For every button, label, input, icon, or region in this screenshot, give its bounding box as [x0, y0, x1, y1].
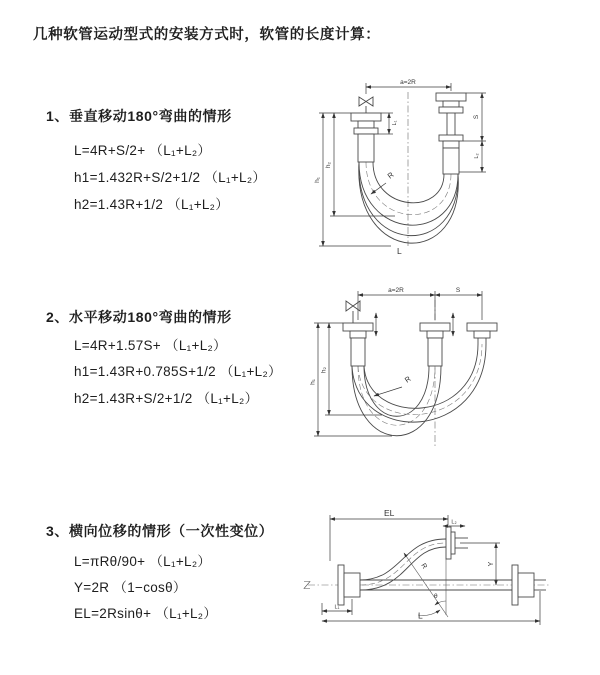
d1-fitting-right-label: L₂ — [474, 153, 480, 159]
section-1-heading: 1、垂直移动180°弯曲的情形 — [46, 108, 232, 124]
d3-length-label: L — [418, 610, 423, 621]
formula-line: Y=2R （1−cosθ） — [74, 580, 187, 595]
d1-length-label: L — [397, 246, 402, 256]
flange — [343, 323, 373, 331]
flange — [467, 323, 497, 331]
fitting-neck — [474, 331, 490, 338]
flange — [351, 113, 381, 121]
section-3-heading: 3、横向位移的情形（一次性变位） — [46, 523, 274, 539]
flange — [439, 107, 463, 113]
fitting-body — [344, 573, 360, 597]
d2-height-outer-label: h₁ — [309, 379, 317, 385]
fitting-neck — [427, 331, 443, 338]
flange — [354, 128, 378, 134]
braided-hose-end — [443, 148, 459, 174]
braided-hose-end — [351, 338, 365, 366]
diagram-lateral-displacement — [300, 503, 600, 671]
flange — [446, 527, 451, 559]
diagram-vertical-180-bend — [303, 70, 593, 260]
formula-line: L=πRθ/90+ （L₁+L₂） — [74, 554, 212, 569]
d3-y-dim-label: Y — [488, 561, 495, 567]
hose-curve — [373, 162, 444, 203]
section-2-heading: 2、水平移动180°弯曲的情形 — [46, 309, 232, 325]
d3-fitting-left-label: L₁ — [334, 604, 340, 611]
formula-line: h2=1.43R+1/2 （L₁+L₂） — [74, 197, 230, 212]
d1-fitting-left-label: L₁ — [392, 120, 398, 126]
fitting-neck — [443, 141, 459, 148]
hose-curve — [364, 344, 478, 408]
flange — [338, 565, 344, 605]
flange — [439, 135, 463, 141]
hose-curve — [360, 539, 446, 580]
d3-radius-label: R — [419, 562, 428, 571]
diagram-horizontal-180-bend — [300, 280, 600, 460]
d2-stroke-dim-label: S — [455, 287, 461, 294]
fitting-body — [451, 532, 455, 554]
d2-height-inner-label: h₂ — [320, 366, 328, 374]
d1-span-dim-label: a=2R — [400, 79, 416, 86]
hose-centerline — [358, 344, 482, 415]
braided-hose-end — [428, 338, 442, 366]
fitting-neck — [350, 331, 366, 338]
d2-radius-label: R — [402, 374, 413, 385]
d3-angle-label: θ — [434, 593, 438, 600]
flange — [420, 323, 450, 331]
page-title: 几种软管运动型式的安装方式时，软管的长度计算： — [33, 27, 381, 43]
formula-line: EL=2Rsinθ+ （L₁+L₂） — [74, 606, 218, 621]
formula-line: h1=1.432R+S/2+1/2 （L₁+L₂） — [74, 170, 267, 185]
fitting-body — [518, 573, 534, 597]
d2-span-dim-label: a=2R — [388, 287, 404, 294]
braided-hose-end — [358, 134, 374, 162]
formula-line: L=4R+S/2+ （L₁+L₂） — [74, 143, 212, 158]
fitting-neck — [358, 121, 374, 128]
flange — [512, 565, 518, 605]
valve-icon — [359, 97, 373, 106]
d3-el-dim-label: EL — [384, 508, 395, 518]
d1-height-outer-label: h₁ — [314, 177, 321, 183]
d1-stroke-dim-label: S — [473, 114, 480, 120]
d1-height-inner-label: h₂ — [325, 161, 332, 169]
flange — [436, 93, 466, 101]
formula-line: h2=1.43R+S/2+1/2 （L₁+L₂） — [74, 391, 259, 406]
fitting-neck — [443, 101, 459, 107]
d1-radius-label: R — [385, 170, 396, 181]
d3-fitting-top-label: L₂ — [451, 519, 457, 526]
formula-line: L=4R+1.57S+ （L₁+L₂） — [74, 338, 227, 353]
formula-line: h1=1.43R+0.785S+1/2 （L₁+L₂） — [74, 364, 282, 379]
